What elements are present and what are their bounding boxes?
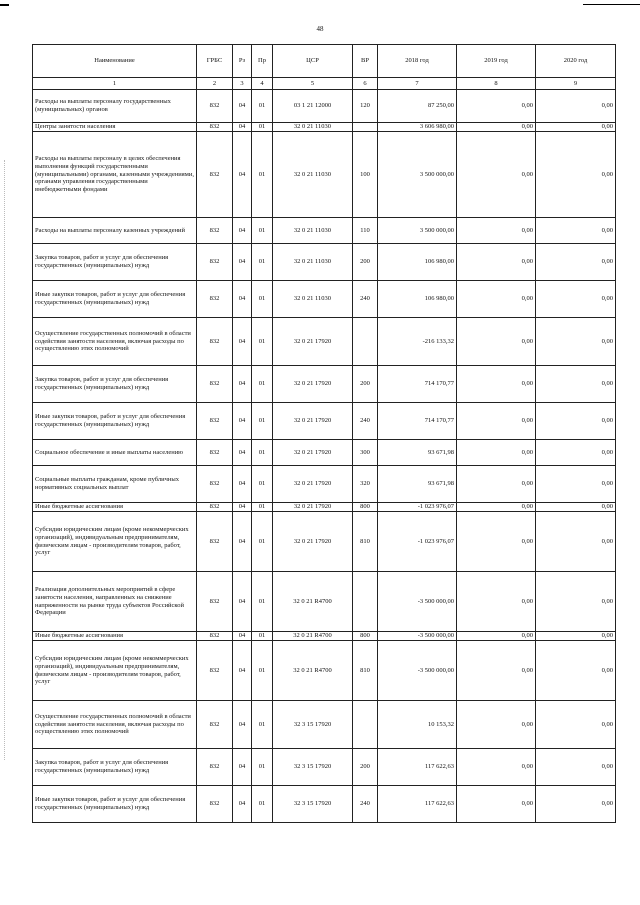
cell-pr: 01 <box>252 572 273 632</box>
cell-rz: 04 <box>233 132 252 218</box>
table-row <box>33 512 616 572</box>
cell-2020: 0,00 <box>536 90 616 123</box>
table-row <box>33 749 616 786</box>
cell-name: Осуществление государственных полномочий в области содействия занятости населения, включая расходы по осуществлению этих полномочий <box>33 318 197 366</box>
cell-2020: 0,00 <box>536 244 616 281</box>
cell-grbs: 832 <box>197 132 233 218</box>
cell-grbs: 832 <box>197 244 233 281</box>
cell-2019: 0,00 <box>457 244 536 281</box>
cell-grbs: 832 <box>197 466 233 503</box>
cell-rz: 04 <box>233 318 252 366</box>
cell-2019: 0,00 <box>457 281 536 318</box>
cell-2019: 0,00 <box>457 641 536 701</box>
cell-grbs: 832 <box>197 123 233 132</box>
cell-rz: 04 <box>233 701 252 749</box>
cell-2019: 0,00 <box>457 218 536 244</box>
cell-2018: 3 500 000,00 <box>378 132 457 218</box>
cell-2020: 0,00 <box>536 466 616 503</box>
table-row <box>33 90 616 123</box>
cell-name: Расходы на выплаты персоналу казенных учреждений <box>33 218 197 244</box>
cell-rz: 04 <box>233 641 252 701</box>
cell-2018: -3 500 000,00 <box>378 641 457 701</box>
cell-csr: 32 0 21 17920 <box>273 440 353 466</box>
table-body <box>33 90 616 823</box>
cell-2019: 0,00 <box>457 90 536 123</box>
cell-grbs: 832 <box>197 90 233 123</box>
cell-name: Субсидии юридическим лицам (кроме некоммерческих организаций), индивидуальным предпринимателям, физическим лицам - производителям товаров, работ, услуг <box>33 641 197 701</box>
cell-vr <box>353 318 378 366</box>
cell-grbs: 832 <box>197 701 233 749</box>
cell-csr: 32 0 21 17920 <box>273 318 353 366</box>
column-number: 8 <box>457 78 536 90</box>
cell-name: Реализация дополнительных мероприятий в сфере занятости населения, направленных на снижение напряженности на рынке труда субъектов Российской Федерации <box>33 572 197 632</box>
cell-2018: -1 023 976,07 <box>378 503 457 512</box>
cell-2019: 0,00 <box>457 440 536 466</box>
cell-vr: 810 <box>353 641 378 701</box>
table-row <box>33 244 616 281</box>
cell-2019: 0,00 <box>457 318 536 366</box>
cell-csr: 32 3 15 17920 <box>273 749 353 786</box>
cell-2019: 0,00 <box>457 466 536 503</box>
header-rz: Рз <box>233 45 252 78</box>
cell-pr: 01 <box>252 132 273 218</box>
cell-2018: 10 153,32 <box>378 701 457 749</box>
table-row <box>33 218 616 244</box>
cell-grbs: 832 <box>197 503 233 512</box>
cell-pr: 01 <box>252 123 273 132</box>
cell-vr: 300 <box>353 440 378 466</box>
cell-vr: 120 <box>353 90 378 123</box>
table-row <box>33 366 616 403</box>
cell-2020: 0,00 <box>536 503 616 512</box>
table-row <box>33 281 616 318</box>
cell-2018: 117 622,63 <box>378 749 457 786</box>
cell-csr: 32 0 21 17920 <box>273 512 353 572</box>
cell-2020: 0,00 <box>536 366 616 403</box>
cell-rz: 04 <box>233 403 252 440</box>
cell-pr: 01 <box>252 503 273 512</box>
cell-rz: 04 <box>233 503 252 512</box>
cell-grbs: 832 <box>197 281 233 318</box>
cell-2019: 0,00 <box>457 132 536 218</box>
cell-name: Расходы на выплаты персоналу в целях обеспечения выполнения функций государственными (муниципальными) органами, казенными учреждениями, органами управления государственными внебюджетными фондами <box>33 132 197 218</box>
column-number: 6 <box>353 78 378 90</box>
cell-2018: 3 500 000,00 <box>378 218 457 244</box>
cell-2019: 0,00 <box>457 701 536 749</box>
column-number: 9 <box>536 78 616 90</box>
column-number: 3 <box>233 78 252 90</box>
cell-name: Иные закупки товаров, работ и услуг для обеспечения государственных (муниципальных) нужд <box>33 403 197 440</box>
table-row <box>33 641 616 701</box>
table-row <box>33 466 616 503</box>
cell-2018: 93 671,98 <box>378 466 457 503</box>
cell-pr: 01 <box>252 749 273 786</box>
cell-rz: 04 <box>233 572 252 632</box>
table-row <box>33 632 616 641</box>
cell-name: Закупка товаров, работ и услуг для обеспечения государственных (муниципальных) нужд <box>33 244 197 281</box>
cell-pr: 01 <box>252 641 273 701</box>
cell-grbs: 832 <box>197 403 233 440</box>
cell-2018: -3 500 000,00 <box>378 572 457 632</box>
table-row <box>33 503 616 512</box>
cell-name: Социальные выплаты гражданам, кроме публичных нормативных социальных выплат <box>33 466 197 503</box>
header-vr: ВР <box>353 45 378 78</box>
cell-name: Субсидии юридическим лицам (кроме некоммерческих организаций), индивидуальным предпринимателям, физическим лицам - производителям товаров, работ, услуг <box>33 512 197 572</box>
cell-csr: 32 0 21 11030 <box>273 123 353 132</box>
budget-table <box>32 44 616 823</box>
cell-2018: -216 133,32 <box>378 318 457 366</box>
table-row <box>33 572 616 632</box>
cell-grbs: 832 <box>197 786 233 823</box>
column-number: 1 <box>33 78 197 90</box>
cell-2020: 0,00 <box>536 701 616 749</box>
cell-vr: 240 <box>353 281 378 318</box>
header-name: Наименование <box>33 45 197 78</box>
cell-2018: 93 671,98 <box>378 440 457 466</box>
cell-csr: 32 0 21 R4700 <box>273 641 353 701</box>
cell-rz: 04 <box>233 366 252 403</box>
cell-2019: 0,00 <box>457 503 536 512</box>
cell-grbs: 832 <box>197 318 233 366</box>
cell-csr: 32 0 21 17920 <box>273 366 353 403</box>
cell-grbs: 832 <box>197 366 233 403</box>
header-row <box>33 45 616 78</box>
cell-name: Социальное обеспечение и иные выплаты населению <box>33 440 197 466</box>
cell-2019: 0,00 <box>457 749 536 786</box>
cell-name: Иные бюджетные ассигнования <box>33 503 197 512</box>
cell-name: Закупка товаров, работ и услуг для обеспечения государственных (муниципальных) нужд <box>33 749 197 786</box>
cell-vr: 200 <box>353 749 378 786</box>
cell-pr: 01 <box>252 512 273 572</box>
cell-2020: 0,00 <box>536 786 616 823</box>
cell-grbs: 832 <box>197 440 233 466</box>
cell-2020: 0,00 <box>536 123 616 132</box>
cell-pr: 01 <box>252 318 273 366</box>
cell-name: Расходы на выплаты персоналу государственных (муниципальных) органов <box>33 90 197 123</box>
cell-2019: 0,00 <box>457 366 536 403</box>
cell-2020: 0,00 <box>536 132 616 218</box>
cell-pr: 01 <box>252 632 273 641</box>
cell-csr: 32 0 21 R4700 <box>273 572 353 632</box>
cell-2020: 0,00 <box>536 440 616 466</box>
cell-2018: 106 980,00 <box>378 244 457 281</box>
cell-2020: 0,00 <box>536 632 616 641</box>
cell-rz: 04 <box>233 466 252 503</box>
cell-csr: 32 0 21 17920 <box>273 503 353 512</box>
cell-grbs: 832 <box>197 218 233 244</box>
cell-2018: 714 170,77 <box>378 403 457 440</box>
cell-pr: 01 <box>252 244 273 281</box>
cell-csr: 32 3 15 17920 <box>273 786 353 823</box>
cell-grbs: 832 <box>197 572 233 632</box>
cell-rz: 04 <box>233 512 252 572</box>
cell-grbs: 832 <box>197 512 233 572</box>
cell-grbs: 832 <box>197 749 233 786</box>
header-2018: 2018 год <box>378 45 457 78</box>
cell-pr: 01 <box>252 786 273 823</box>
cell-vr <box>353 701 378 749</box>
cell-rz: 04 <box>233 281 252 318</box>
table-row <box>33 403 616 440</box>
cell-csr: 32 0 21 11030 <box>273 218 353 244</box>
cell-name: Иные закупки товаров, работ и услуг для обеспечения государственных (муниципальных) нужд <box>33 281 197 318</box>
cell-pr: 01 <box>252 366 273 403</box>
header-2020: 2020 год <box>536 45 616 78</box>
header-2019: 2019 год <box>457 45 536 78</box>
table-row <box>33 786 616 823</box>
column-number: 7 <box>378 78 457 90</box>
cell-2020: 0,00 <box>536 318 616 366</box>
cell-name: Центры занятости населения <box>33 123 197 132</box>
cell-2019: 0,00 <box>457 572 536 632</box>
cell-name: Иные закупки товаров, работ и услуг для обеспечения государственных (муниципальных) нужд <box>33 786 197 823</box>
cell-pr: 01 <box>252 701 273 749</box>
header-csr: ЦСР <box>273 45 353 78</box>
cell-rz: 04 <box>233 218 252 244</box>
cell-2019: 0,00 <box>457 632 536 641</box>
cell-2019: 0,00 <box>457 512 536 572</box>
cell-vr: 810 <box>353 512 378 572</box>
cell-rz: 04 <box>233 632 252 641</box>
cell-2020: 0,00 <box>536 572 616 632</box>
cell-2018: 3 606 980,00 <box>378 123 457 132</box>
cell-csr: 32 0 21 11030 <box>273 281 353 318</box>
cell-vr: 320 <box>353 466 378 503</box>
cell-rz: 04 <box>233 90 252 123</box>
binding-margin-dots <box>4 160 7 760</box>
cell-2020: 0,00 <box>536 218 616 244</box>
cell-2018: 106 980,00 <box>378 281 457 318</box>
header-pr: Пр <box>252 45 273 78</box>
cell-csr: 32 0 21 17920 <box>273 403 353 440</box>
cell-csr: 32 3 15 17920 <box>273 701 353 749</box>
cell-vr: 200 <box>353 366 378 403</box>
table-row <box>33 132 616 218</box>
cell-2020: 0,00 <box>536 512 616 572</box>
table-row <box>33 440 616 466</box>
cell-csr: 32 0 21 11030 <box>273 244 353 281</box>
cell-2019: 0,00 <box>457 403 536 440</box>
cell-name: Осуществление государственных полномочий в области содействия занятости населения, включая расходы по осуществлению этих полномочий <box>33 701 197 749</box>
cell-grbs: 832 <box>197 641 233 701</box>
cell-2020: 0,00 <box>536 749 616 786</box>
cell-2020: 0,00 <box>536 403 616 440</box>
cell-rz: 04 <box>233 786 252 823</box>
cell-name: Иные бюджетные ассигнования <box>33 632 197 641</box>
cell-rz: 04 <box>233 123 252 132</box>
page-number: 48 <box>316 25 324 33</box>
cell-pr: 01 <box>252 466 273 503</box>
corner-mark <box>0 4 9 6</box>
cell-csr: 32 0 21 17920 <box>273 466 353 503</box>
cell-csr: 03 1 21 12000 <box>273 90 353 123</box>
cell-2019: 0,00 <box>457 123 536 132</box>
cell-pr: 01 <box>252 403 273 440</box>
cell-vr: 110 <box>353 218 378 244</box>
cell-csr: 32 0 21 11030 <box>273 132 353 218</box>
top-rule <box>583 4 640 5</box>
header-grbs: ГРБС <box>197 45 233 78</box>
table-row <box>33 318 616 366</box>
cell-vr <box>353 572 378 632</box>
cell-vr: 240 <box>353 786 378 823</box>
cell-vr: 800 <box>353 632 378 641</box>
cell-2018: -1 023 976,07 <box>378 512 457 572</box>
table-row <box>33 701 616 749</box>
cell-2018: -3 500 000,00 <box>378 632 457 641</box>
cell-rz: 04 <box>233 244 252 281</box>
cell-pr: 01 <box>252 218 273 244</box>
column-number: 5 <box>273 78 353 90</box>
table-row <box>33 123 616 132</box>
cell-2020: 0,00 <box>536 281 616 318</box>
cell-pr: 01 <box>252 440 273 466</box>
cell-2019: 0,00 <box>457 786 536 823</box>
cell-grbs: 832 <box>197 632 233 641</box>
cell-2018: 87 250,00 <box>378 90 457 123</box>
cell-csr: 32 0 21 R4700 <box>273 632 353 641</box>
cell-2018: 714 170,77 <box>378 366 457 403</box>
cell-2020: 0,00 <box>536 641 616 701</box>
cell-name: Закупка товаров, работ и услуг для обеспечения государственных (муниципальных) нужд <box>33 366 197 403</box>
cell-vr: 240 <box>353 403 378 440</box>
column-number-row <box>33 78 616 90</box>
column-number: 4 <box>252 78 273 90</box>
cell-pr: 01 <box>252 90 273 123</box>
cell-vr <box>353 123 378 132</box>
cell-vr: 100 <box>353 132 378 218</box>
cell-2018: 117 622,63 <box>378 786 457 823</box>
cell-rz: 04 <box>233 749 252 786</box>
column-number: 2 <box>197 78 233 90</box>
cell-vr: 800 <box>353 503 378 512</box>
cell-vr: 200 <box>353 244 378 281</box>
cell-pr: 01 <box>252 281 273 318</box>
cell-rz: 04 <box>233 440 252 466</box>
